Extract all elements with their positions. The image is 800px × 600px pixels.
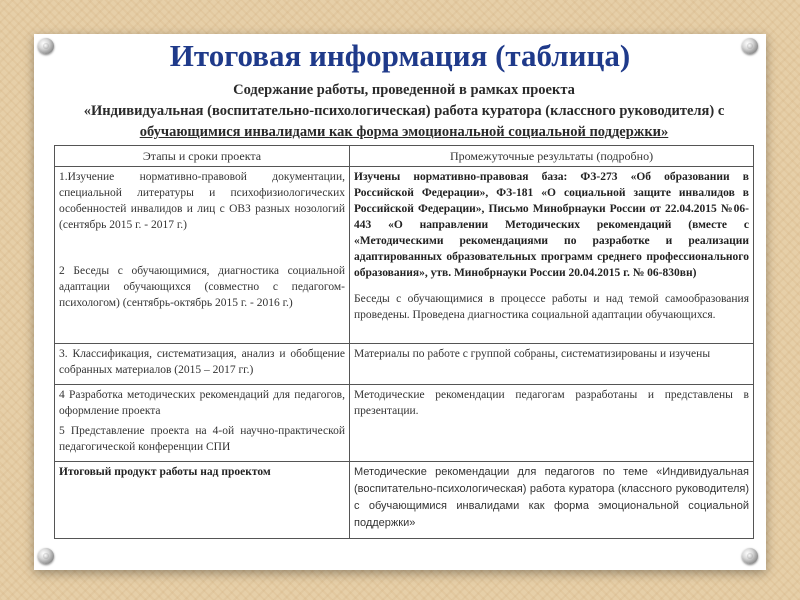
document-header xyxy=(54,80,754,143)
stage-text: 5 Представление проекта на 4-ой научно-практической педагогической конференции СПИ xyxy=(59,425,345,453)
stage-cell xyxy=(55,344,350,385)
result-text: Материалы по работе с группой собраны, систематизированы и изучены xyxy=(354,348,711,360)
stage-text: Итоговый продукт работы над проектом xyxy=(59,466,271,478)
result-text: Методические рекомендации педагогам разработаны и представлены в презентации. xyxy=(354,389,749,417)
slide-title: Итоговая информация (таблица) xyxy=(169,38,631,73)
result-text: Методические рекомендации для педагогов по теме «Индивидуальная (воспитательно-психологическая) работа куратора (классного руководителя) с обучающимися инвалидами как форма эмоциональной социальной поддержки» xyxy=(354,466,749,529)
stage-cell xyxy=(55,385,350,462)
result-text: Изучены нормативно-правовая база: ФЗ-273 «Об образовании в Российской Федерации», ФЗ-181 «О социальной защите инвалидов в Российской Федерации», Письмо Минобрнауки России от 22.04.2015 №06-443 «О направлении Методических рекомендаций (вместе с «Методическими рекомендациями по разработке и реализации адаптированных образовательных программ среднего профессионального образования», утв. Минобрнауки России 20.04.2015 г. № 06-830вн) xyxy=(354,171,749,279)
result-cell xyxy=(350,344,754,385)
column-header: Промежуточные результаты (подробно) xyxy=(350,146,754,167)
header-line: обучающимися инвалидами как форма эмоциональной социальной поддержки» xyxy=(139,124,669,140)
table-row xyxy=(55,344,754,385)
document-image xyxy=(54,80,754,529)
pushpin-icon xyxy=(742,548,758,564)
stage-cell xyxy=(55,462,350,539)
stage-text: 1.Изучение нормативно-правовой документации, специальной литературы и психофизиологических особенностей инвалидов и лиц с ОВЗ разных нозологий (сентябрь 2015 г. - 2017 г.) xyxy=(59,171,345,231)
stage-text: 4 Разработка методических рекомендаций для педагогов, оформление проекта xyxy=(59,389,345,417)
stage-cell xyxy=(55,167,350,344)
table-row xyxy=(55,167,754,344)
stage-text: 3. Классификация, систематизация, анализ и обобщение собранных материалов (2015 – 2017 гг.) xyxy=(59,348,345,376)
column-header: Этапы и сроки проекта xyxy=(55,146,350,167)
result-cell xyxy=(350,385,754,462)
pushpin-icon xyxy=(38,548,54,564)
header-line: «Индивидуальная (воспитательно-психологическая) работа куратора (классного руководителя) с xyxy=(83,103,725,119)
result-cell xyxy=(350,167,754,344)
table-row xyxy=(55,462,754,539)
table-header-row xyxy=(55,146,754,167)
project-table xyxy=(54,145,754,539)
header-line: Содержание работы, проведенной в рамках проекта xyxy=(233,82,575,98)
table-row xyxy=(55,385,754,462)
result-text: Беседы с обучающимися в процессе работы и над темой самообразования проведены. Проведена диагностика социальной адаптации обучающихся. xyxy=(354,293,749,321)
stage-text: 2 Беседы с обучающимися, диагностика социальной адаптации обучающихся (совместно с педагогом-психологом) (сентябрь-октябрь 2015 г. - 2016 г.) xyxy=(59,265,345,309)
result-cell xyxy=(350,462,754,539)
